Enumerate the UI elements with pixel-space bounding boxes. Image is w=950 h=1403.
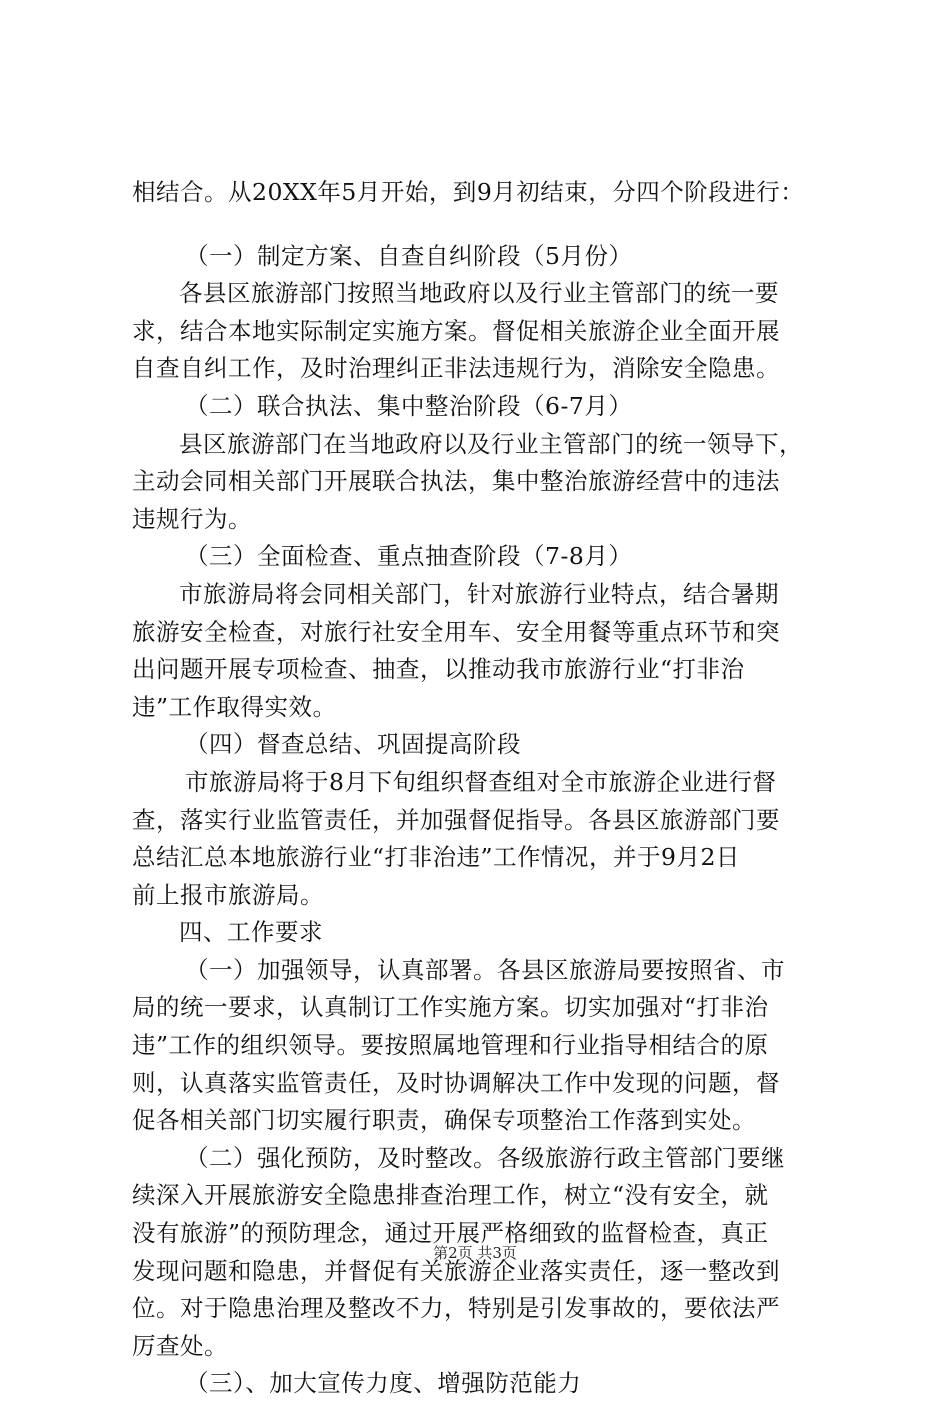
text-line: 相结合。从20XX年5月开始，到9月初结束，分四个阶段进行： [132, 178, 805, 206]
text-line: 自查自纠工作，及时治理纠正非法违规行为，消除安全隐患。 [132, 354, 780, 383]
section-heading: （三）全面检查、重点抽查阶段（7-8月） [185, 542, 633, 571]
text-line: 查，落实行业监管责任，并加强督促指导。各县区旅游部门要 [132, 805, 780, 834]
section-heading: （四）督查总结、巩固提高阶段 [185, 730, 521, 759]
section-heading: 四、工作要求 [179, 918, 323, 947]
text-line: 续深入开展旅游安全隐患排查治理工作，树立“没有安全，就 [132, 1181, 769, 1210]
text-line: 违”工作取得实效。 [132, 692, 337, 721]
text-line: 市旅游局将会同相关部门，针对旅游行业特点，结合暑期 [179, 579, 779, 608]
text-line: 前上报市旅游局。 [132, 880, 324, 909]
text-line: 违规行为。 [132, 504, 252, 533]
text-line: （一）加强领导，认真部署。各县区旅游局要按照省、市 [185, 955, 785, 984]
text-line: 出问题开展专项检查、抽查，以推动我市旅游行业“打非治 [132, 655, 745, 684]
text-line: 市旅游局将于8月下旬组织督查组对全市旅游企业进行督 [185, 767, 777, 796]
document-body [132, 174, 832, 1403]
text-line: 则，认真落实监管责任，及时协调解决工作中发现的问题，督 [132, 1068, 780, 1097]
text-line: 促各相关部门切实履行职责，确保专项整治工作落到实处。 [132, 1106, 756, 1135]
page-footer: 第2页 共3页 [433, 1244, 517, 1262]
text-line: 求，结合本地实际制定实施方案。督促相关旅游企业全面开展 [132, 316, 780, 345]
text-line: 发现问题和隐患，并督促有关旅游企业落实责任，逐一整改到 [132, 1256, 780, 1285]
paragraph-gap [132, 212, 832, 238]
text-line: 违”工作的组织领导。要按照属地管理和行业指导相结合的原 [132, 1031, 769, 1060]
section-heading: （二）联合执法、集中整治阶段（6-7月） [185, 391, 633, 420]
text-line: 厉查处。 [132, 1331, 228, 1360]
section-heading: （三）、加大宣传力度、增强防范能力 [185, 1369, 582, 1398]
text-line: 局的统一要求，认真制订工作实施方案。切实加强对“打非治 [132, 993, 769, 1022]
text-line: （二）强化预防，及时整改。各级旅游行政主管部门要继 [185, 1143, 785, 1172]
text-line: 位。对于隐患治理及整改不力，特别是引发事故的，要依法严 [132, 1294, 780, 1323]
text-line: 各县区旅游部门按照当地政府以及行业主管部门的统一要 [179, 279, 779, 308]
text-line: 主动会同相关部门开展联合执法，集中整治旅游经营中的违法 [132, 467, 780, 496]
text-line: 旅游安全检查，对旅行社安全用车、安全用餐等重点环节和突 [132, 617, 780, 646]
text-line: 总结汇总本地旅游行业“打非治违”工作情况，并于9月2日 [132, 843, 740, 872]
section-heading: （一）制定方案、自查自纠阶段（5月份） [185, 241, 633, 270]
text-line: 没有旅游”的预防理念，通过开展严格细致的监督检查，真正 [132, 1219, 769, 1248]
text-line: 县区旅游部门在当地政府以及行业主管部门的统一领导下， [179, 429, 803, 458]
